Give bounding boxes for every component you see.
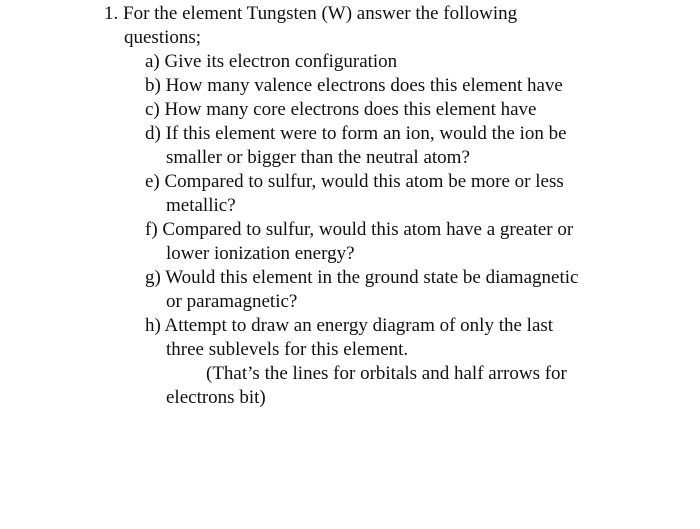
- part-h: h) Attempt to draw an energy diagram of only the last: [145, 315, 554, 336]
- part-d: d) If this element were to form an ion, would the ion be: [145, 123, 567, 144]
- part-f-continued: lower ionization energy?: [166, 243, 355, 264]
- part-b: b) How many valence electrons does this element have: [145, 75, 563, 96]
- part-e: e) Compared to sulfur, would this atom be more or less: [145, 171, 564, 192]
- part-f: f) Compared to sulfur, would this atom have a greater or: [145, 219, 574, 240]
- part-a: a) Give its electron configuration: [145, 51, 398, 72]
- question-title-continued: questions;: [124, 27, 202, 48]
- note-line-continued: electrons bit): [166, 387, 266, 408]
- part-g: g) Would this element in the ground state be diamagnetic: [145, 267, 579, 288]
- part-e-continued: metallic?: [166, 195, 236, 216]
- part-g-continued: or paramagnetic?: [166, 291, 298, 312]
- question-title: 1. For the element Tungsten (W) answer the following: [104, 3, 518, 24]
- part-c: c) How many core electrons does this element have: [145, 99, 537, 120]
- note-line: (That’s the lines for orbitals and half arrows for: [206, 363, 567, 384]
- part-d-continued: smaller or bigger than the neutral atom?: [166, 147, 470, 168]
- part-h-continued: three sublevels for this element.: [166, 339, 409, 360]
